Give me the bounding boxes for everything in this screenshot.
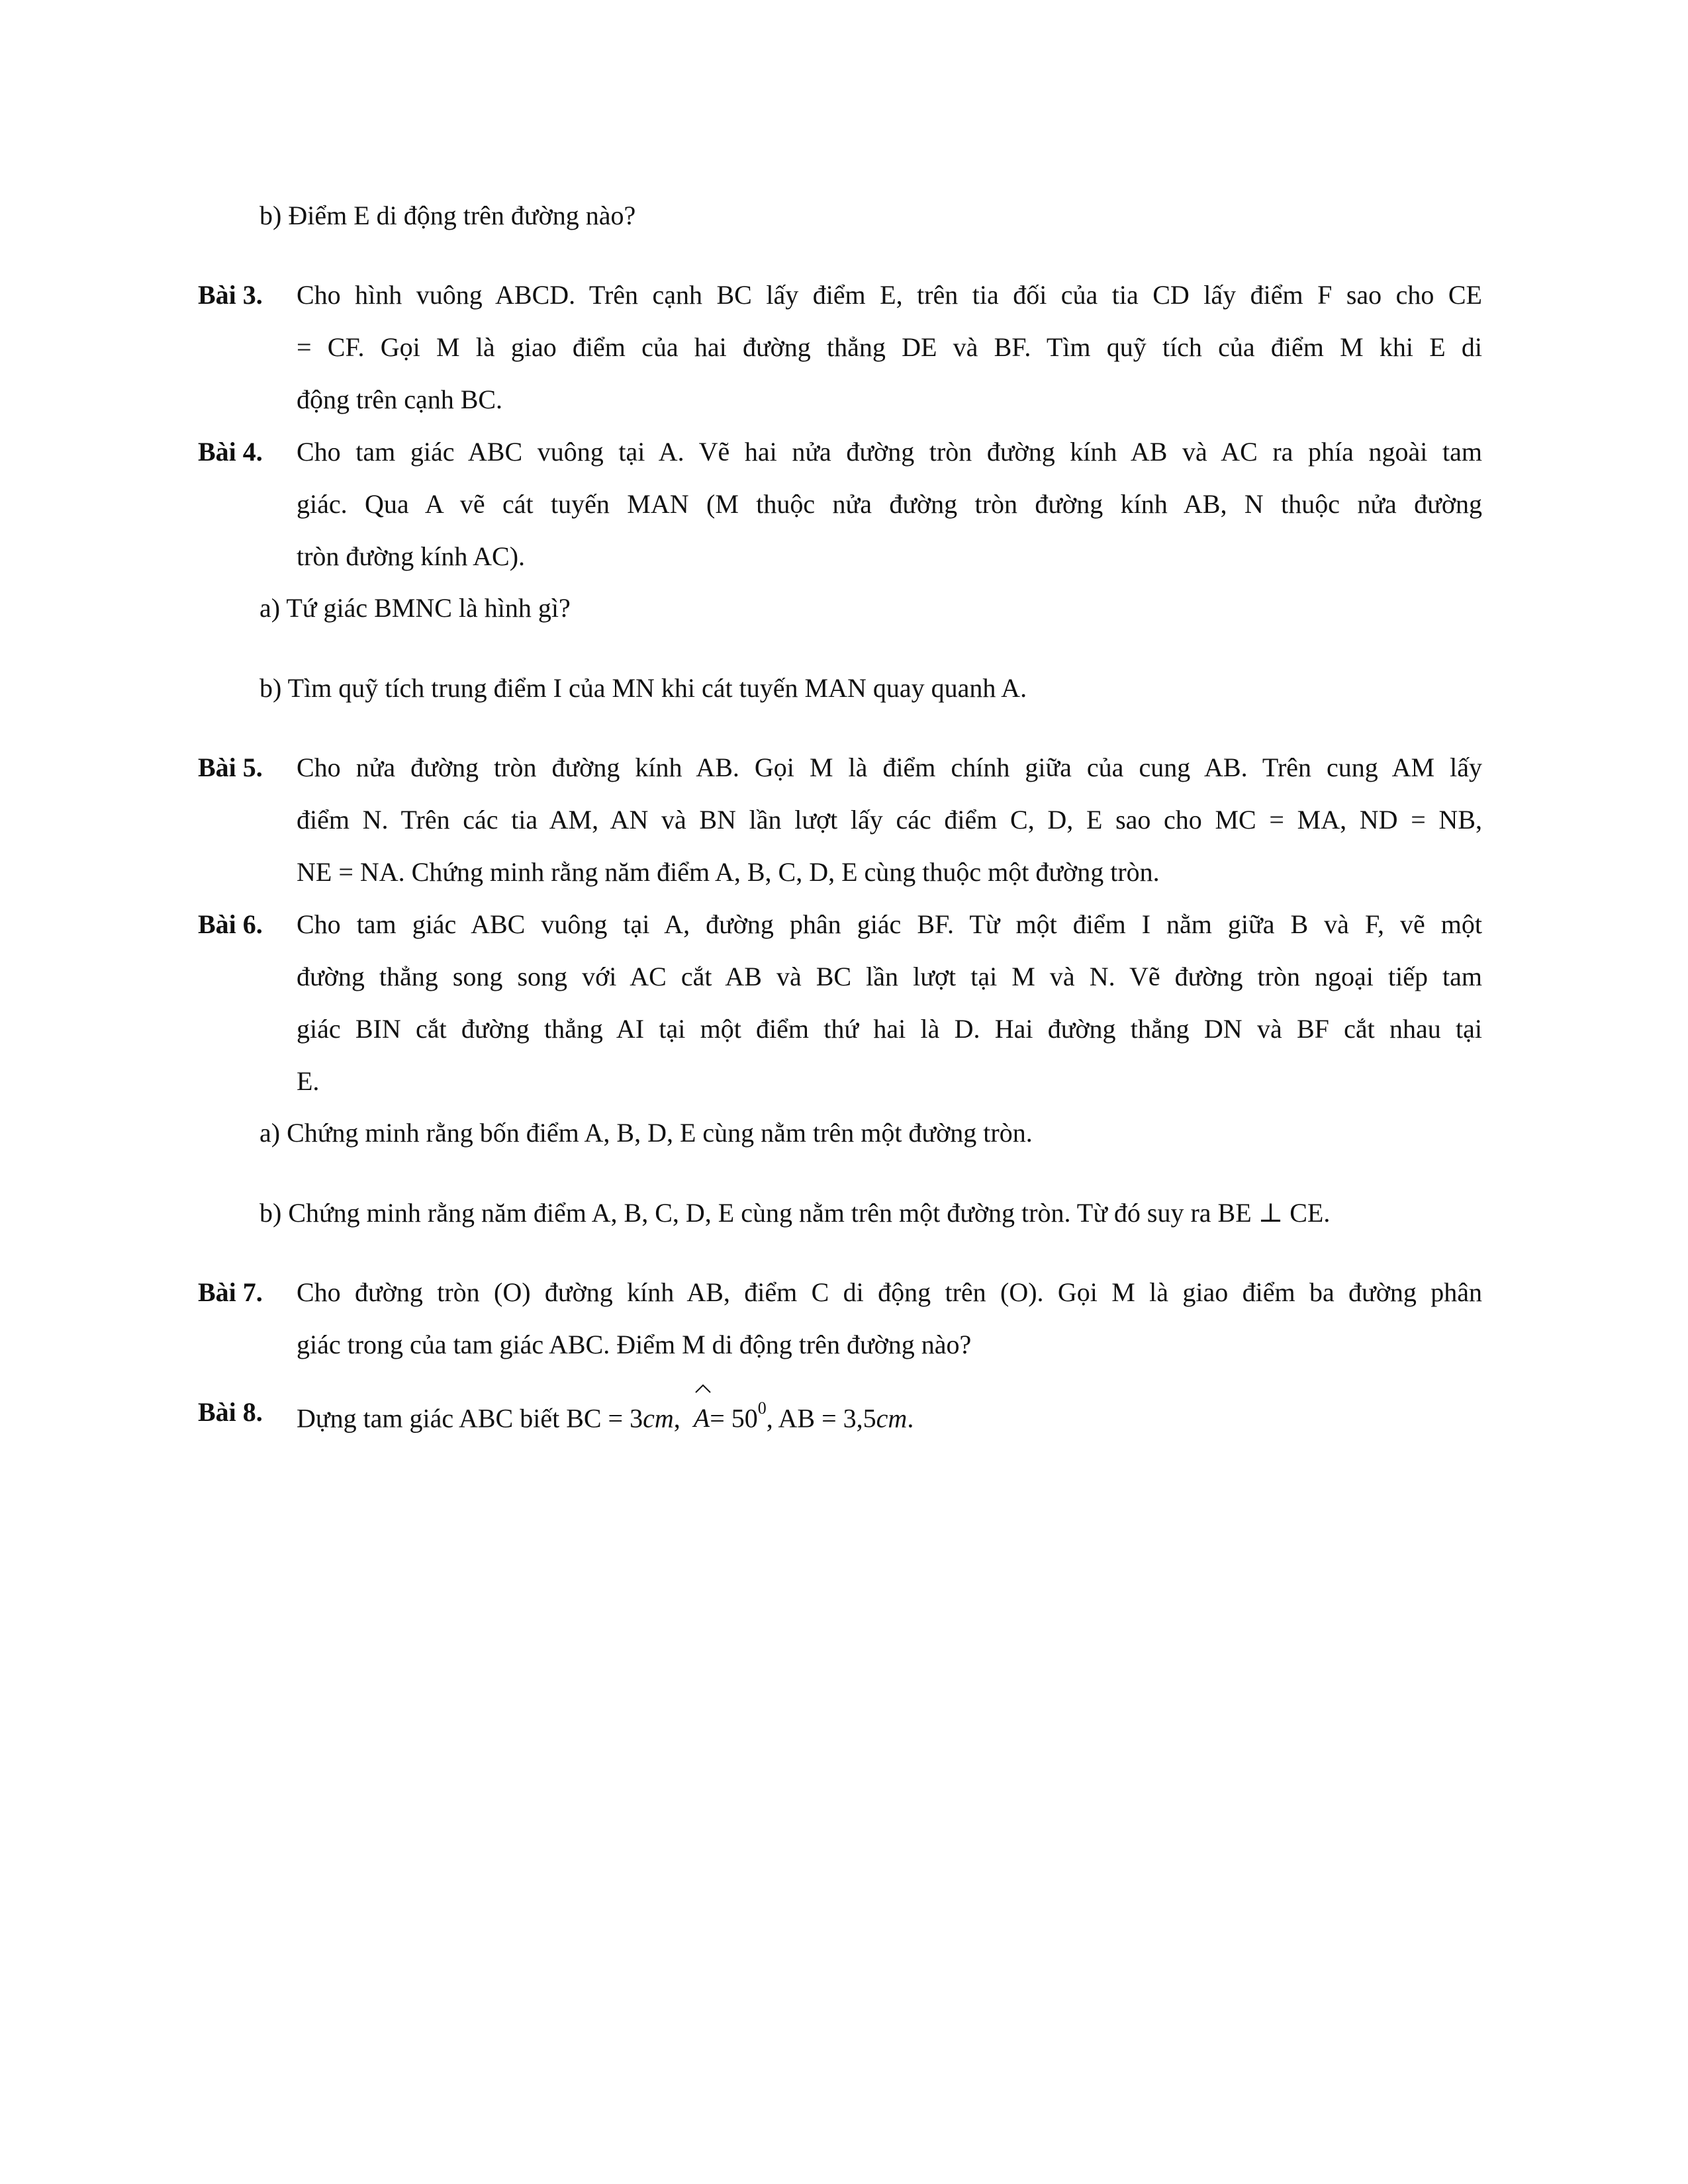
- bai4-label: Bài 4.: [198, 437, 263, 467]
- bai6-label: Bài 6.: [198, 909, 263, 939]
- bai6-line-3: giác BIN cắt đường thẳng AI tại một điểm thứ hai là D. Hai đường thẳng DN và BF cắt nhau tại: [297, 1014, 1482, 1044]
- bai6-line-2: đường thẳng song song với AC cắt AB và BC lần lượt tại M và N. Vẽ đường tròn ngoại tiếp tam: [297, 962, 1482, 991]
- bai4-part-b: b) Tìm quỹ tích trung điểm I của MN khi cát tuyến MAN quay quanh A.: [259, 673, 1027, 703]
- bai3-line-3: động trên cạnh BC.: [297, 385, 503, 414]
- bai4-line-3: tròn đường kính AC).: [297, 541, 526, 571]
- bai7-line-1: Cho đường tròn (O) đường kính AB, điểm C di động trên (O). Gọi M là giao điểm ba đường phân: [297, 1277, 1482, 1307]
- bai8-comma: ,: [673, 1403, 680, 1433]
- bai8-angle-value: = 50: [710, 1403, 758, 1433]
- bai6-line-1: Cho tam giác ABC vuông tại A, đường phân giác BF. Từ một điểm I nằm giữa B và F, vẽ một: [297, 909, 1482, 939]
- bai5-label: Bài 5.: [198, 752, 263, 782]
- bai3-line-1: Cho hình vuông ABCD. Trên cạnh BC lấy điểm E, trên tia đối của tia CD lấy điểm F sao cho CE: [297, 280, 1482, 310]
- bai7-line-2: giác trong của tam giác ABC. Điểm M di động trên đường nào?: [297, 1330, 972, 1359]
- bai6-part-b: b) Chứng minh rằng năm điểm A, B, C, D, E cùng nằm trên một đường tròn. Từ đó suy ra BE ⊥ CE.: [259, 1198, 1331, 1228]
- bai8-text-start: Dựng tam giác ABC biết BC = 3: [297, 1403, 643, 1433]
- bai7-label: Bài 7.: [198, 1277, 263, 1307]
- angle-hat-icon: [695, 1384, 711, 1393]
- bai4-line-2: giác. Qua A vẽ cát tuyến MAN (M thuộc nửa đường tròn đường kính AB, N thuộc nửa đường: [297, 489, 1482, 519]
- bai3-line-2: = CF. Gọi M là giao điểm của hai đường thẳng DE và BF. Tìm quỹ tích của điểm M khi E di: [297, 332, 1482, 362]
- bai8-degree: 0: [757, 1398, 767, 1418]
- bai8-unit-cm-2: cm: [876, 1403, 908, 1433]
- bai8-unit-cm-1: cm: [643, 1403, 674, 1433]
- bai5-line-1: Cho nửa đường tròn đường kính AB. Gọi M là điểm chính giữa của cung AB. Trên cung AM lấy: [297, 752, 1482, 782]
- bai6-line-4: E.: [297, 1066, 320, 1096]
- bai8-period: .: [907, 1403, 914, 1433]
- bai4-part-a: a) Tứ giác BMNC là hình gì?: [259, 593, 571, 623]
- bai8-line-1: [297, 1396, 914, 1434]
- bai5-line-3: NE = NA. Chứng minh rằng năm điểm A, B, C, D, E cùng thuộc một đường tròn.: [297, 857, 1160, 887]
- bai2-part-b: b) Điểm E di động trên đường nào?: [259, 201, 636, 230]
- bai3-label: Bài 3.: [198, 280, 263, 310]
- bai8-angle-letter: A: [693, 1403, 710, 1433]
- bai5-line-2: điểm N. Trên các tia AM, AN và BN lần lượt lấy các điểm C, D, E sao cho MC = MA, ND = NB,: [297, 805, 1482, 835]
- bai6-part-a: a) Chứng minh rằng bốn điểm A, B, D, E cùng nằm trên một đường tròn.: [259, 1118, 1033, 1148]
- bai8-angle-a: [694, 1402, 710, 1434]
- bai4-line-1: Cho tam giác ABC vuông tại A. Vẽ hai nửa đường tròn đường kính AB và AC ra phía ngoài tam: [297, 437, 1482, 467]
- bai8-text-ab: , AB = 3,5: [766, 1403, 876, 1433]
- bai8-label: Bài 8.: [198, 1397, 263, 1427]
